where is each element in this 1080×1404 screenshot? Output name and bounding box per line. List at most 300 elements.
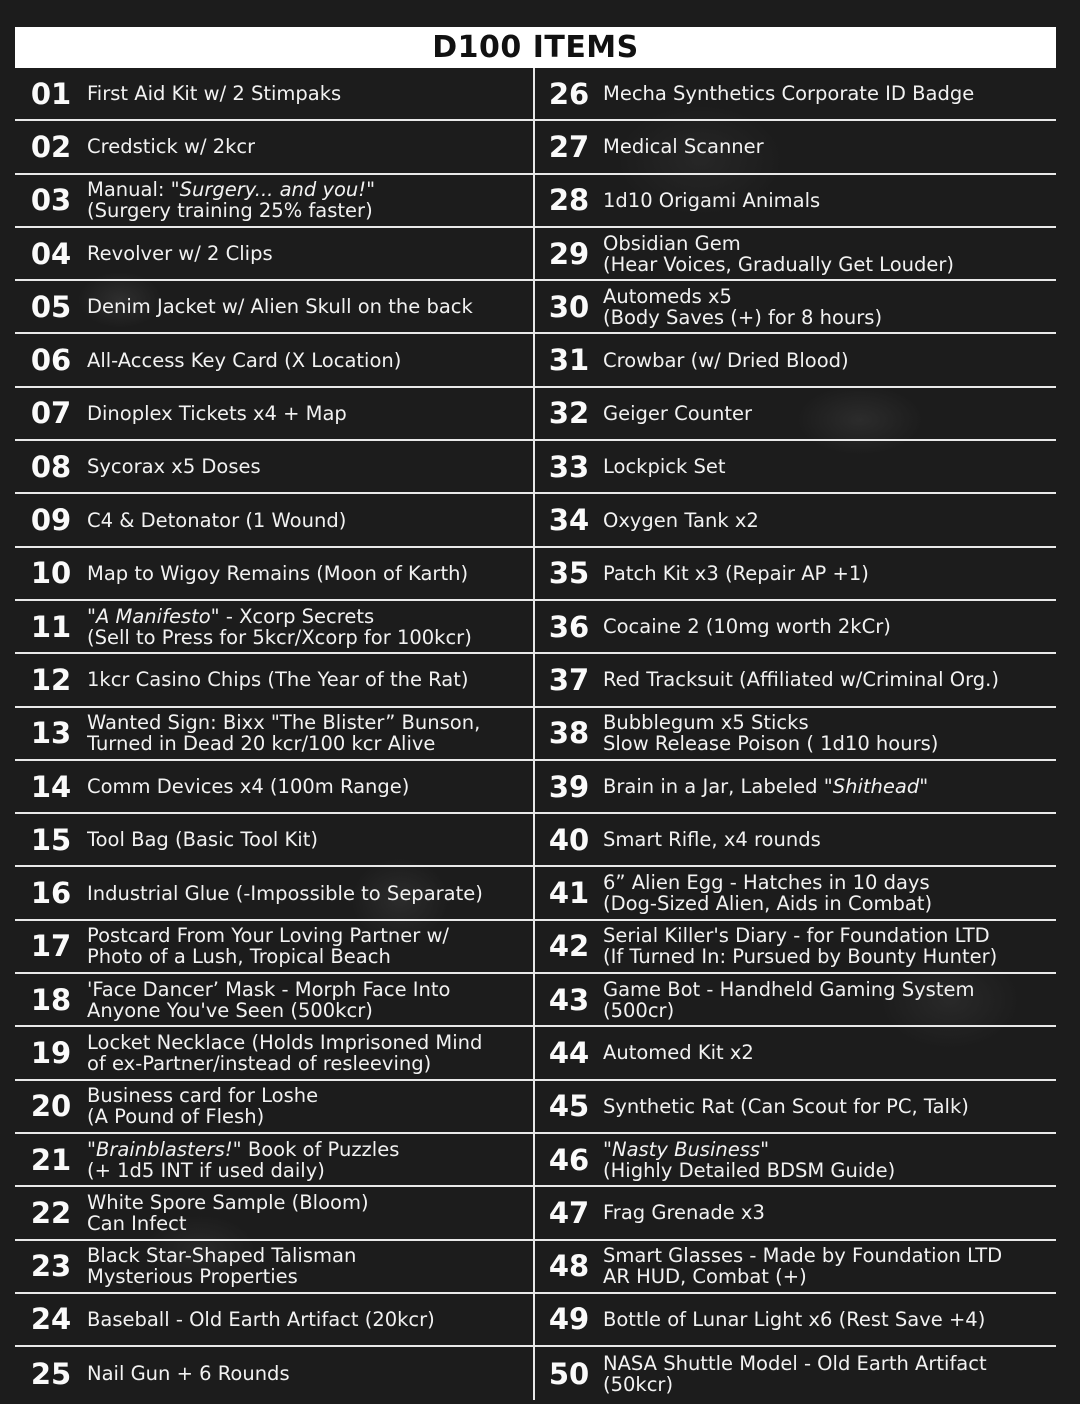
- item-description-line: [603, 669, 999, 690]
- item-text-segment: Surgery... and you!: [179, 179, 367, 202]
- item-description: [603, 712, 938, 754]
- item-number: 45: [548, 1089, 590, 1124]
- item-text-segment: Business card for Loshe: [87, 1085, 319, 1108]
- item-description: [87, 979, 450, 1021]
- item-text-segment: Postcard From Your Loving Partner w/: [87, 925, 449, 948]
- item-row: [535, 1294, 1056, 1347]
- item-text-segment: ": [760, 1138, 770, 1161]
- item-description-line: [603, 350, 849, 371]
- item-text-segment: Locket Necklace (Holds Imprisoned Mind: [87, 1031, 483, 1054]
- item-description-line: [603, 712, 938, 733]
- item-number: 33: [548, 449, 590, 484]
- item-number: 36: [548, 609, 590, 644]
- item-text-segment: Wanted Sign: Bixx "The Blister” Bunson,: [87, 712, 481, 735]
- item-text-segment: Oxygen Tank x2: [603, 509, 759, 531]
- item-description: [603, 616, 891, 637]
- items-column-right: [535, 68, 1056, 1400]
- item-text-segment: Turned in Dead 20 kcr/100 kcr Alive: [87, 732, 436, 755]
- item-text-segment: Medical Scanner: [603, 136, 764, 158]
- item-text-segment: Bubblegum x5 Sticks: [603, 712, 809, 735]
- item-description-line: [603, 946, 997, 967]
- item-row: [15, 974, 533, 1027]
- item-description: [87, 1245, 356, 1287]
- item-row: [15, 867, 533, 920]
- item-description-line: [603, 1096, 969, 1117]
- item-number: 46: [548, 1142, 590, 1177]
- item-text-segment: Revolver w/ 2 Clips: [87, 243, 273, 265]
- item-text-segment: Geiger Counter: [603, 402, 753, 424]
- item-description-line: [87, 563, 468, 584]
- item-description-line: [603, 1042, 754, 1063]
- item-description-line: [603, 979, 974, 1000]
- item-description-line: [87, 1245, 356, 1266]
- item-number: 09: [30, 503, 72, 538]
- item-description: [603, 510, 759, 531]
- item-text-segment: ": [366, 179, 376, 202]
- item-description-line: [87, 1000, 450, 1021]
- item-row: [535, 654, 1056, 707]
- item-row: [535, 867, 1056, 920]
- item-row: [15, 281, 533, 334]
- item-row: [15, 1347, 533, 1400]
- item-text-segment: Anyone You've Seen (500kcr): [87, 998, 373, 1021]
- item-number: 01: [30, 76, 72, 111]
- item-description-line: [87, 1363, 290, 1384]
- item-description: [603, 925, 997, 967]
- item-number: 49: [548, 1302, 590, 1337]
- item-description: [87, 925, 449, 967]
- item-description-line: [603, 893, 932, 914]
- item-text-segment: Nail Gun + 6 Rounds: [87, 1363, 290, 1385]
- item-text-segment: (Highly Detailed BDSM Guide): [603, 1158, 896, 1181]
- item-number: 29: [548, 236, 590, 271]
- item-text-segment: Mecha Synthetics Corporate ID Badge: [603, 83, 975, 105]
- item-text-segment: ": [603, 1138, 612, 1161]
- item-number: 12: [30, 662, 72, 697]
- item-number: 17: [30, 929, 72, 964]
- item-number: 40: [548, 822, 590, 857]
- item-text-segment: ": [919, 776, 929, 797]
- item-description-line: [603, 829, 821, 850]
- item-row: [535, 281, 1056, 334]
- item-row: [535, 761, 1056, 814]
- item-description: [603, 350, 849, 371]
- item-description: [87, 243, 273, 264]
- item-description-line: [87, 179, 375, 200]
- item-text-segment: White Spore Sample (Bloom): [87, 1191, 369, 1214]
- item-text-segment: (Hear Voices, Gradually Get Louder): [603, 252, 954, 275]
- item-text-segment: Lockpick Set: [603, 456, 726, 478]
- item-text-segment: Shithead: [832, 776, 920, 797]
- item-description-line: [87, 1309, 435, 1330]
- item-description-line: [603, 776, 928, 797]
- item-text-segment: (500cr): [603, 998, 675, 1021]
- item-row: [535, 68, 1056, 121]
- item-row: [535, 974, 1056, 1027]
- item-row: [535, 1027, 1056, 1080]
- item-description-line: [87, 1032, 482, 1053]
- item-row: [15, 708, 533, 761]
- item-text-segment: (A Pound of Flesh): [87, 1105, 265, 1128]
- item-number: 11: [30, 609, 72, 644]
- item-row: [535, 1134, 1056, 1187]
- item-description-line: [87, 296, 473, 317]
- item-description-line: [87, 1106, 318, 1127]
- item-row: [535, 334, 1056, 387]
- item-description-line: [603, 456, 726, 477]
- item-row: [535, 921, 1056, 974]
- item-number: 27: [548, 129, 590, 164]
- item-description: [603, 1245, 1002, 1287]
- item-description: [87, 829, 318, 850]
- item-description: [87, 606, 472, 648]
- item-number: 08: [30, 449, 72, 484]
- item-description: [87, 1309, 435, 1330]
- item-number: 39: [548, 769, 590, 804]
- item-text-segment: Comm Devices x4 (100m Range): [87, 776, 410, 797]
- item-number: 07: [30, 396, 72, 431]
- item-number: 42: [548, 929, 590, 964]
- item-description-line: [87, 1085, 318, 1106]
- item-description: [603, 1096, 969, 1117]
- item-text-segment: 1kcr Casino Chips (The Year of the Rat): [87, 669, 469, 691]
- item-text-segment: NASA Shuttle Model - Old Earth Artifact: [603, 1352, 987, 1375]
- item-description-line: [87, 510, 346, 531]
- item-description: [87, 350, 401, 371]
- item-text-segment: Smart Rifle, x4 rounds: [603, 829, 821, 851]
- item-description-line: [603, 1245, 1002, 1266]
- item-text-segment: Obsidian Gem: [603, 232, 741, 255]
- item-description: [603, 669, 999, 690]
- item-number: 50: [548, 1356, 590, 1391]
- item-text-segment: 'Face Dancer’ Mask - Morph Face Into: [87, 978, 451, 1001]
- item-description-line: [87, 946, 449, 967]
- item-text-segment: A Manifesto: [95, 605, 211, 628]
- item-description-line: [87, 1213, 369, 1234]
- item-description-line: [603, 286, 882, 307]
- item-row: [15, 814, 533, 867]
- item-description-line: [603, 563, 869, 584]
- item-description-line: [603, 83, 974, 104]
- item-number: 34: [548, 503, 590, 538]
- item-description-line: [603, 233, 954, 254]
- item-text-segment: (Sell to Press for 5kcr/Xcorp for 100kcr): [87, 625, 472, 648]
- item-row: [15, 175, 533, 228]
- item-number: 06: [30, 343, 72, 378]
- item-text-segment: Credstick w/ 2kcr: [87, 136, 256, 158]
- item-number: 25: [30, 1356, 72, 1391]
- item-number: 15: [30, 822, 72, 857]
- item-row: [535, 1347, 1056, 1400]
- item-description-line: [603, 1374, 987, 1395]
- item-description-line: [603, 1309, 985, 1330]
- item-number: 05: [30, 289, 72, 324]
- item-text-segment: (Dog-Sized Alien, Aids in Combat): [603, 892, 933, 915]
- item-number: 32: [548, 396, 590, 431]
- item-text-segment: ": [87, 605, 96, 628]
- item-row: [15, 654, 533, 707]
- item-text-segment: (If Turned In: Pursued by Bounty Hunter): [603, 945, 998, 968]
- item-text-segment: Sycorax x5 Doses: [87, 456, 261, 478]
- item-row: [535, 441, 1056, 494]
- item-row: [535, 175, 1056, 228]
- item-row: [15, 1081, 533, 1134]
- item-text-segment: Brainblasters!: [95, 1138, 233, 1161]
- item-description: [603, 83, 974, 104]
- item-text-segment: Can Infect: [87, 1211, 187, 1234]
- item-text-segment: Black Star-Shaped Talisman: [87, 1245, 357, 1268]
- item-number: 18: [30, 982, 72, 1017]
- item-description-line: [87, 1266, 356, 1287]
- item-description: [87, 776, 409, 797]
- item-text-segment: All-Access Key Card (X Location): [87, 349, 402, 371]
- item-text-segment: Dinoplex Tickets x4 + Map: [87, 402, 347, 424]
- item-description-line: [87, 925, 449, 946]
- item-text-segment: (Body Saves (+) for 8 hours): [603, 305, 883, 328]
- item-description-line: [603, 1139, 895, 1160]
- item-row: [15, 761, 533, 814]
- item-text-segment: (Surgery training 25% faster): [87, 199, 373, 222]
- item-text-segment: (50kcr): [603, 1372, 674, 1395]
- item-description-line: [87, 712, 480, 733]
- item-description: [603, 1042, 754, 1063]
- item-text-segment: Game Bot - Handheld Gaming System: [603, 978, 975, 1001]
- item-number: 21: [30, 1142, 72, 1177]
- item-description-line: [603, 136, 764, 157]
- item-text-segment: Nasty Business: [611, 1138, 761, 1161]
- item-row: [535, 548, 1056, 601]
- item-row: [15, 334, 533, 387]
- item-description-line: [603, 254, 954, 275]
- item-description-line: [603, 190, 820, 211]
- item-description: [603, 190, 820, 211]
- item-description-line: [603, 872, 932, 893]
- item-description-line: [87, 136, 255, 157]
- item-text-segment: Brain in a Jar, Labeled ": [603, 776, 833, 797]
- item-description: [603, 456, 726, 477]
- item-text-segment: Patch Kit x3 (Repair AP +1): [603, 562, 869, 584]
- item-description: [603, 1309, 985, 1330]
- item-number: 44: [548, 1035, 590, 1070]
- item-description: [603, 1202, 765, 1223]
- item-text-segment: " - Xcorp Secrets: [210, 605, 375, 628]
- item-text-segment: Manual: ": [87, 179, 180, 202]
- item-description: [87, 1085, 318, 1127]
- item-text-segment: Bottle of Lunar Light x6 (Rest Save +4): [603, 1308, 986, 1330]
- item-row: [15, 1187, 533, 1240]
- item-description: [603, 136, 764, 157]
- item-description-line: [87, 979, 450, 1000]
- item-text-segment: First Aid Kit w/ 2 Stimpaks: [87, 83, 342, 105]
- item-row: [15, 228, 533, 281]
- item-text-segment: Tool Bag (Basic Tool Kit): [87, 829, 318, 851]
- item-description-line: [603, 925, 997, 946]
- item-description-line: [87, 776, 409, 797]
- item-row: [535, 601, 1056, 654]
- item-description-line: [603, 733, 938, 754]
- item-description: [87, 669, 468, 690]
- item-row: [15, 921, 533, 974]
- item-number: 16: [30, 876, 72, 911]
- item-text-segment: (+ 1d5 INT if used daily): [87, 1158, 325, 1181]
- item-text-segment: 6” Alien Egg - Hatches in 10 days: [603, 872, 930, 895]
- item-number: 37: [548, 662, 590, 697]
- item-description: [87, 296, 473, 317]
- item-description-line: [87, 403, 347, 424]
- item-number: 41: [548, 876, 590, 911]
- item-description: [603, 1139, 895, 1181]
- item-description-line: [87, 243, 273, 264]
- item-description-line: [87, 1053, 482, 1074]
- item-number: 30: [548, 289, 590, 324]
- item-description-line: [87, 1139, 399, 1160]
- item-text-segment: ": [87, 1138, 96, 1161]
- item-row: [15, 601, 533, 654]
- item-text-segment: Mysterious Properties: [87, 1265, 298, 1288]
- item-number: 04: [30, 236, 72, 271]
- item-number: 22: [30, 1195, 72, 1230]
- page-title: D100 ITEMS: [15, 27, 1056, 68]
- item-text-segment: of ex-Partner/instead of resleeving): [87, 1051, 432, 1074]
- item-description-line: [603, 1160, 895, 1181]
- item-description-line: [87, 669, 468, 690]
- item-description: [87, 456, 261, 477]
- item-description-line: [603, 616, 891, 637]
- item-row: [535, 121, 1056, 174]
- item-number: 10: [30, 556, 72, 591]
- item-text-segment: Red Tracksuit (Affiliated w/Criminal Org.): [603, 669, 999, 691]
- item-number: 20: [30, 1089, 72, 1124]
- item-description-line: [603, 1266, 1002, 1287]
- item-text-segment: Automeds x5: [603, 285, 732, 308]
- item-number: 47: [548, 1195, 590, 1230]
- item-row: [535, 228, 1056, 281]
- item-number: 35: [548, 556, 590, 591]
- item-number: 03: [30, 183, 72, 218]
- item-description-line: [87, 829, 318, 850]
- item-text-segment: AR HUD, Combat (+): [603, 1265, 807, 1288]
- item-text-segment: Synthetic Rat (Can Scout for PC, Talk): [603, 1095, 969, 1117]
- item-description: [87, 510, 346, 531]
- item-description: [603, 233, 954, 275]
- item-row: [535, 388, 1056, 441]
- item-description-line: [87, 883, 483, 904]
- item-row: [15, 1241, 533, 1294]
- item-description: [603, 1353, 987, 1395]
- item-description: [603, 403, 752, 424]
- item-description-line: [603, 510, 759, 531]
- item-description: [603, 776, 928, 797]
- item-description-line: [603, 307, 882, 328]
- item-description-line: [603, 403, 752, 424]
- item-text-segment: Denim Jacket w/ Alien Skull on the back: [87, 296, 473, 318]
- item-description-line: [87, 350, 401, 371]
- item-text-segment: Photo of a Lush, Tropical Beach: [87, 945, 391, 968]
- item-row: [15, 548, 533, 601]
- item-number: 02: [30, 129, 72, 164]
- item-text-segment: " Book of Puzzles: [232, 1138, 400, 1161]
- item-description-line: [603, 1353, 987, 1374]
- item-description: [603, 563, 869, 584]
- item-description-line: [87, 456, 261, 477]
- item-text-segment: Baseball - Old Earth Artifact (20kcr): [87, 1308, 435, 1330]
- item-text-segment: Slow Release Poison ( 1d10 hours): [603, 732, 939, 755]
- item-description-line: [603, 1000, 974, 1021]
- item-description: [87, 403, 347, 424]
- item-description: [87, 1032, 482, 1074]
- item-description: [603, 872, 932, 914]
- item-row: [535, 1241, 1056, 1294]
- item-number: 43: [548, 982, 590, 1017]
- item-text-segment: Serial Killer's Diary - for Foundation LTD: [603, 925, 990, 948]
- item-description-line: [87, 83, 341, 104]
- item-row: [535, 1187, 1056, 1240]
- item-number: 13: [30, 716, 72, 751]
- items-column-left: [15, 68, 535, 1400]
- item-description: [87, 563, 468, 584]
- item-row: [15, 1027, 533, 1080]
- item-number: 31: [548, 343, 590, 378]
- item-number: 38: [548, 716, 590, 751]
- item-number: 23: [30, 1249, 72, 1284]
- item-description: [603, 286, 882, 328]
- item-number: 26: [548, 76, 590, 111]
- item-description: [87, 1363, 290, 1384]
- item-description-line: [87, 733, 480, 754]
- item-row: [535, 708, 1056, 761]
- item-row: [535, 1081, 1056, 1134]
- item-text-segment: Industrial Glue (-Impossible to Separate): [87, 882, 483, 904]
- item-row: [15, 121, 533, 174]
- item-description: [87, 712, 480, 754]
- item-description: [87, 1192, 369, 1234]
- item-number: 19: [30, 1035, 72, 1070]
- item-description-line: [87, 200, 375, 221]
- item-description-line: [603, 1202, 765, 1223]
- item-row: [15, 494, 533, 547]
- item-text-segment: Cocaine 2 (10mg worth 2kCr): [603, 616, 891, 638]
- item-description: [87, 883, 483, 904]
- item-description-line: [87, 1160, 399, 1181]
- item-description: [87, 179, 375, 221]
- item-text-segment: Smart Glasses - Made by Foundation LTD: [603, 1245, 1003, 1268]
- item-number: 48: [548, 1249, 590, 1284]
- item-number: 28: [548, 183, 590, 218]
- item-row: [15, 68, 533, 121]
- item-description: [603, 829, 821, 850]
- item-description: [87, 136, 255, 157]
- item-row: [15, 388, 533, 441]
- item-text-segment: 1d10 Origami Animals: [603, 189, 821, 211]
- item-number: 14: [30, 769, 72, 804]
- item-description: [87, 83, 341, 104]
- item-text-segment: Crowbar (w/ Dried Blood): [603, 349, 849, 371]
- item-description-line: [87, 1192, 369, 1213]
- item-description: [603, 979, 974, 1021]
- item-row: [15, 1294, 533, 1347]
- item-text-segment: Frag Grenade x3: [603, 1202, 765, 1224]
- items-table: [15, 68, 1056, 1400]
- item-text-segment: C4 & Detonator (1 Wound): [87, 509, 347, 531]
- item-row: [15, 441, 533, 494]
- item-row: [535, 494, 1056, 547]
- item-text-segment: Automed Kit x2: [603, 1042, 754, 1064]
- item-description: [87, 1139, 399, 1181]
- item-text-segment: Map to Wigoy Remains (Moon of Karth): [87, 562, 469, 584]
- item-row: [15, 1134, 533, 1187]
- item-description-line: [87, 606, 472, 627]
- item-description-line: [87, 627, 472, 648]
